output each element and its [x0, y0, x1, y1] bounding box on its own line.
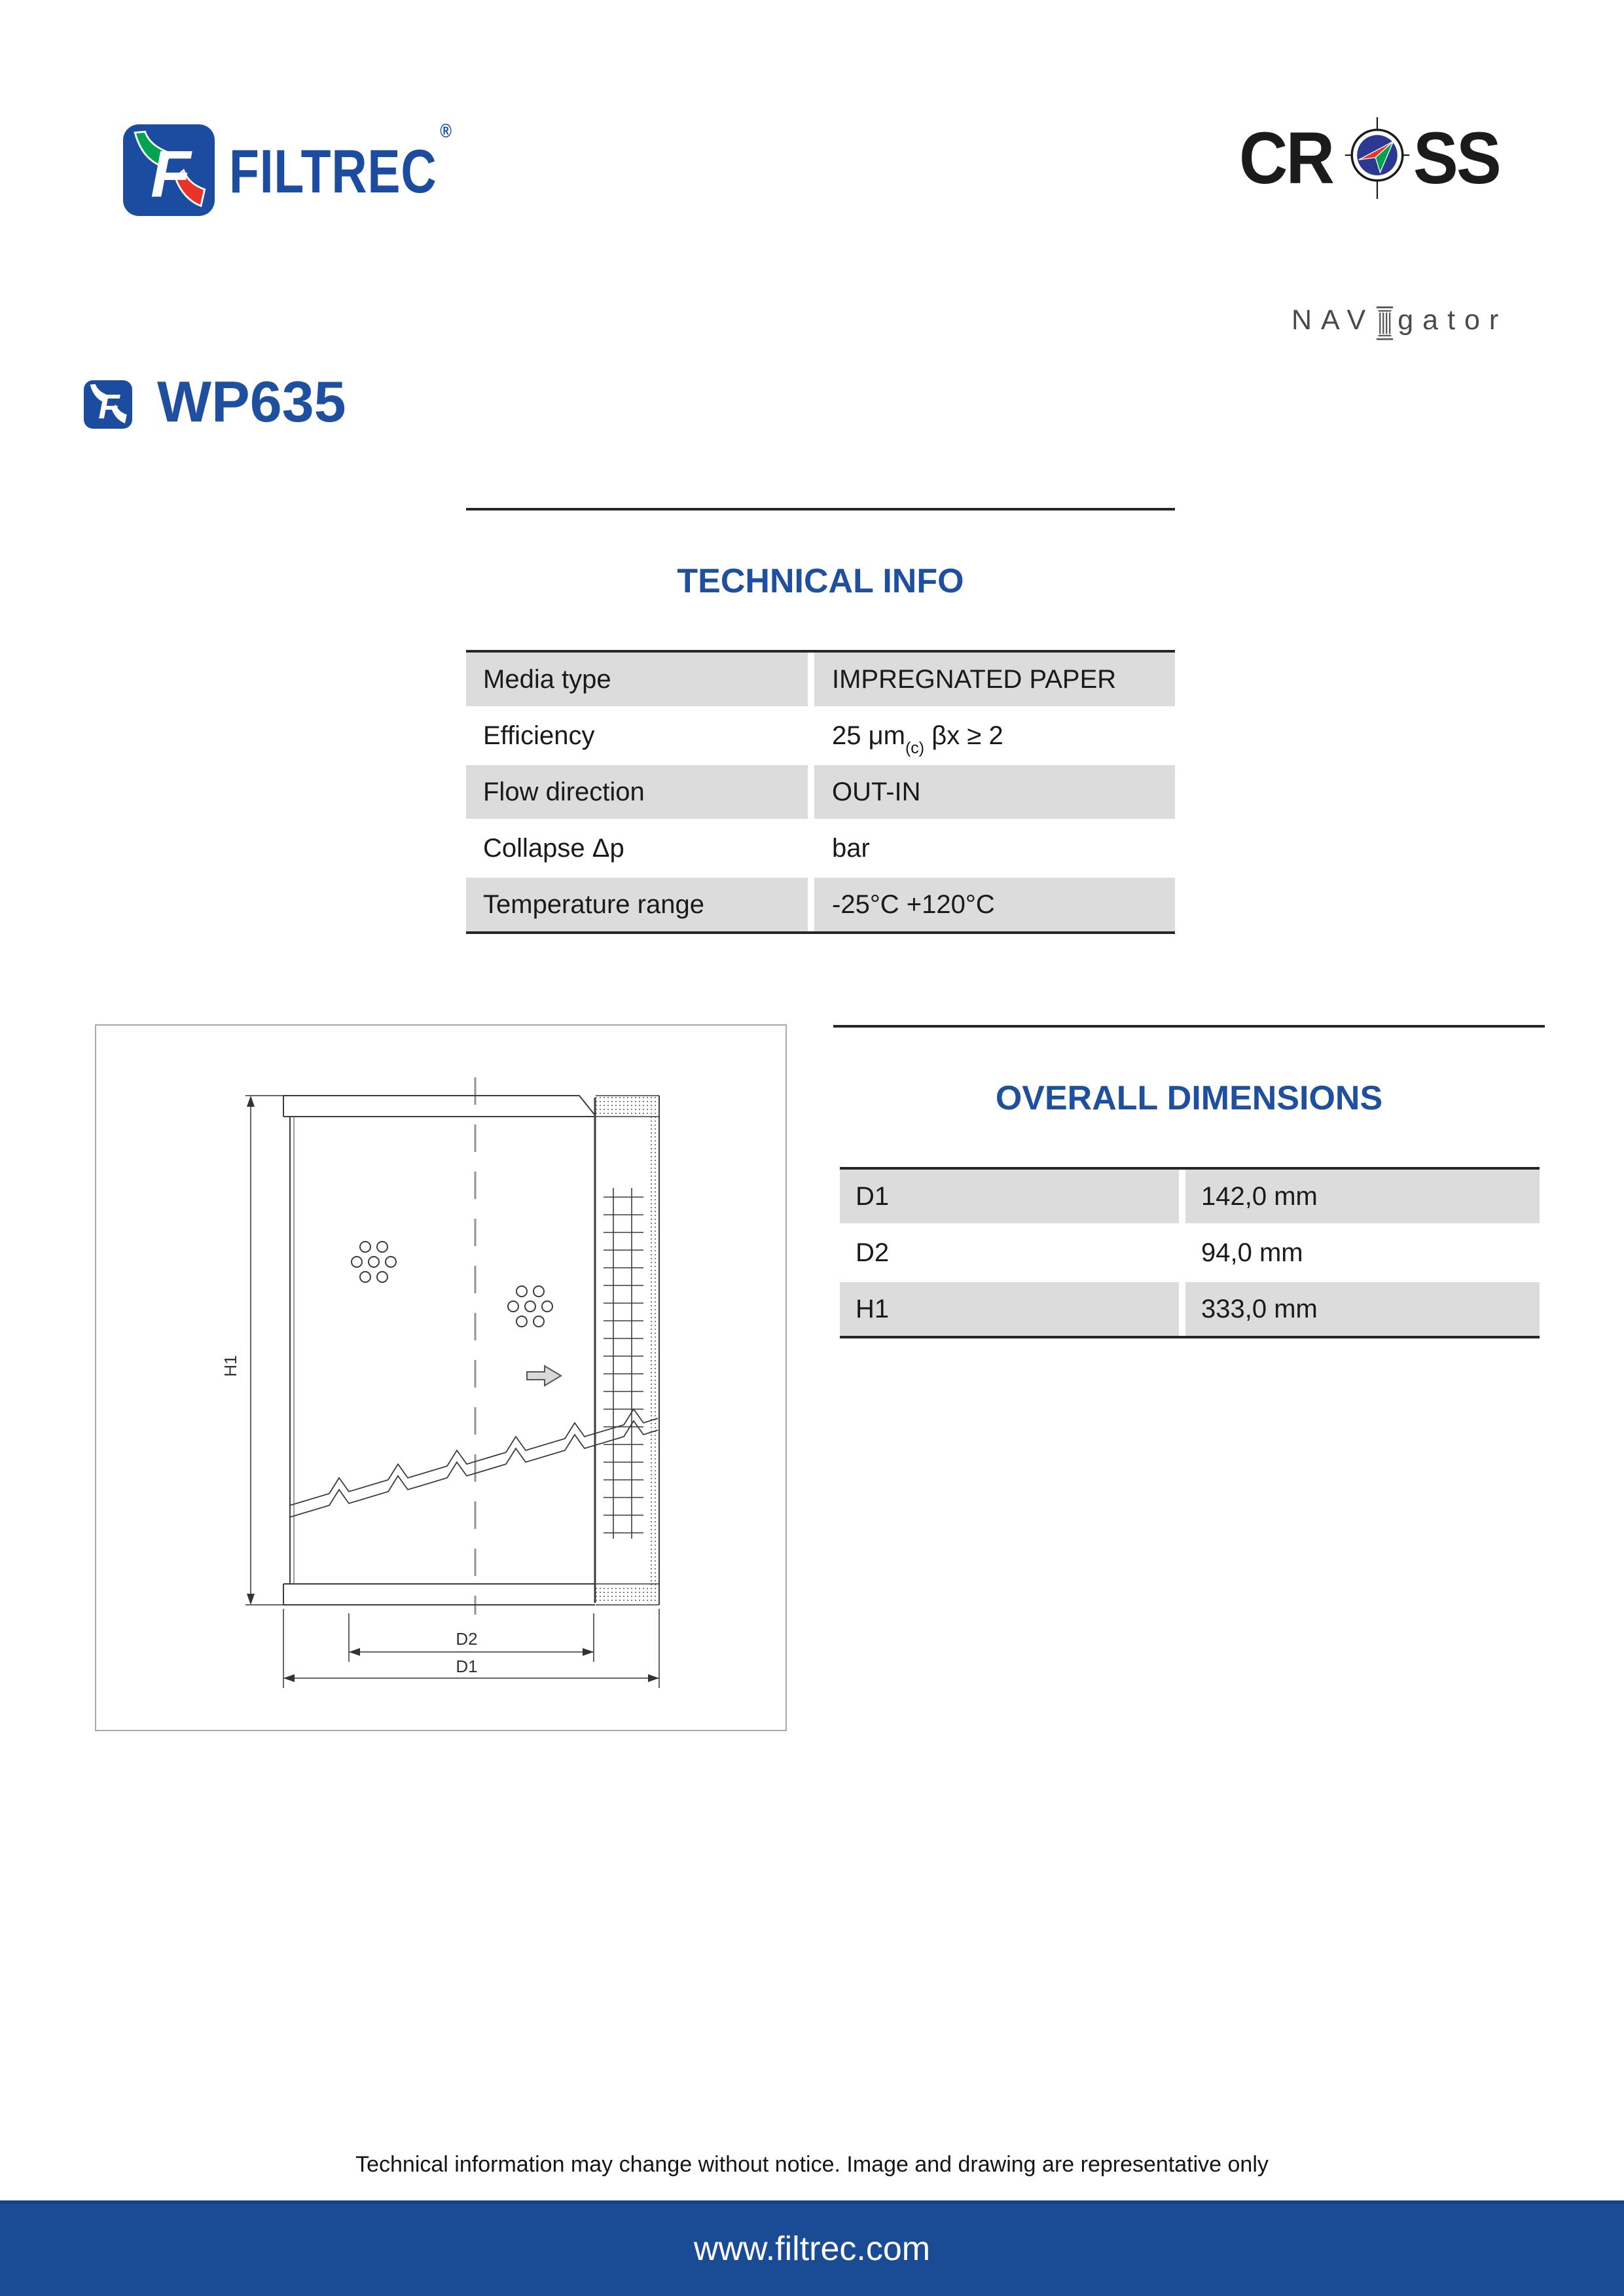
column-icon [1376, 304, 1394, 342]
filtrec-wordmark [229, 120, 452, 206]
row-value: 94,0 mm [1185, 1226, 1540, 1280]
drawing-label-d1: D1 [456, 1657, 478, 1676]
technical-drawing [95, 1024, 787, 1731]
nav-pre-text: NAV [1291, 304, 1375, 336]
filter-drawing-svg [96, 1026, 785, 1730]
registered-mark: ® [440, 120, 452, 142]
value-subscript: (c) [905, 739, 925, 757]
row-label: H1 [840, 1282, 1179, 1336]
value-text: βx ≥ 2 [924, 721, 1003, 750]
row-value: IMPREGNATED PAPER [814, 653, 1175, 706]
svg-text:F: F [98, 387, 120, 427]
cross-right-text: SS [1413, 117, 1500, 199]
row-value: 142,0 mm [1185, 1170, 1540, 1223]
row-label: Collapse Δp [466, 821, 808, 875]
overall-dimensions-rule [833, 1025, 1545, 1028]
nav-post-text: gator [1398, 304, 1508, 336]
row-label: Flow direction [466, 765, 808, 819]
table-row [840, 1170, 1540, 1223]
product-logo-icon [84, 380, 132, 429]
disclaimer-text: Technical information may change without notice. Image and drawing are representative only [355, 2152, 1269, 2177]
table-row [840, 1226, 1540, 1280]
table-row [466, 821, 1175, 875]
brand-name: FILTREC [229, 137, 437, 206]
row-label: Media type [466, 653, 808, 706]
cross-navigator-logo [1239, 117, 1527, 336]
filtrec-f-small-icon [84, 380, 132, 429]
value-text: 25 μm [832, 721, 905, 750]
row-value [814, 709, 1175, 762]
row-label: D2 [840, 1226, 1179, 1280]
svg-text:F: F [151, 137, 191, 211]
table-row [466, 765, 1175, 819]
row-value: 333,0 mm [1185, 1282, 1540, 1336]
technical-info-heading: TECHNICAL INFO [677, 562, 964, 600]
row-label: Efficiency [466, 709, 808, 762]
cross-word [1239, 117, 1527, 199]
overall-dimensions-heading: OVERALL DIMENSIONS [995, 1079, 1383, 1117]
row-value: bar [814, 821, 1175, 875]
row-value: OUT-IN [814, 765, 1175, 819]
table-row [466, 709, 1175, 762]
overall-dimensions-table [840, 1167, 1540, 1338]
technical-info-table [466, 650, 1175, 934]
table-row [466, 878, 1175, 931]
technical-info-rule [466, 508, 1175, 511]
drawing-label-h1: H1 [221, 1355, 240, 1377]
compass-icon [1343, 122, 1412, 199]
website-url: www.filtrec.com [693, 2230, 931, 2268]
filtrec-f-icon [123, 124, 215, 216]
navigator-word [1291, 306, 1507, 344]
cross-left-text: CR [1239, 117, 1333, 199]
table-row [466, 653, 1175, 706]
row-label: Temperature range [466, 878, 808, 931]
row-label: D1 [840, 1170, 1179, 1223]
footer-bar [0, 2200, 1624, 2296]
drawing-label-d2: D2 [456, 1629, 478, 1649]
row-value: -25°C +120°C [814, 878, 1175, 931]
table-row [840, 1282, 1540, 1336]
product-code: WP635 [157, 369, 346, 434]
filtrec-logo-mark [123, 124, 215, 216]
